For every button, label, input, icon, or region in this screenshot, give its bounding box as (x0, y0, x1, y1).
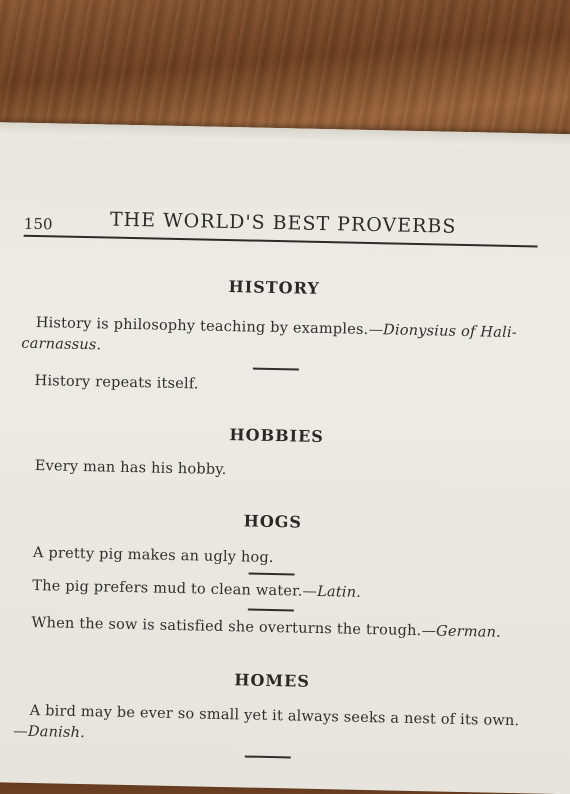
proverb-line (33, 545, 274, 566)
proverb-line (31, 615, 501, 641)
proverb-attribution-continued: carnassus. (21, 335, 102, 354)
proverb-text: A bird may be ever so small yet it always seeks a nest of its own. (29, 702, 520, 730)
section-heading-hogs: HOGS (243, 511, 303, 532)
proverb-attribution: German. (435, 623, 502, 641)
proverb-line-continued (21, 336, 101, 354)
book-title: THE WORLD'S BEST PROVERBS (109, 208, 457, 238)
proverb-text: The pig prefers mud to clean water.— (32, 577, 318, 600)
proverb-line (34, 373, 198, 392)
proverb-separator (253, 368, 299, 370)
page-number: 150 (23, 214, 53, 234)
proverb-text: History is philosophy teaching by examples.— (35, 315, 384, 339)
proverb-attribution: Latin. (316, 583, 362, 601)
proverb-line (35, 458, 227, 478)
section-heading-homes: HOMES (234, 670, 311, 691)
proverb-separator (248, 609, 294, 611)
book-page (0, 122, 570, 794)
proverb-text: Every man has his hobby. (34, 458, 227, 479)
proverb-text: History repeats itself. (34, 372, 199, 393)
proverb-line (32, 578, 361, 601)
proverb-attribution: —Danish. (13, 723, 86, 742)
proverb-attribution: Dionysius of Hali- (382, 322, 518, 342)
proverb-separator (245, 755, 291, 757)
proverb-text: When the sow is satisfied she overturns the trough.— (31, 614, 437, 640)
proverb-line (30, 703, 520, 729)
proverb-line-continued (13, 724, 85, 741)
section-heading-history: HISTORY (228, 277, 321, 298)
proverb-line (36, 315, 517, 341)
proverb-text: A pretty pig makes an ugly hog. (32, 544, 274, 567)
proverb-separator (249, 573, 295, 575)
section-heading-hobbies: HOBBIES (229, 425, 325, 447)
